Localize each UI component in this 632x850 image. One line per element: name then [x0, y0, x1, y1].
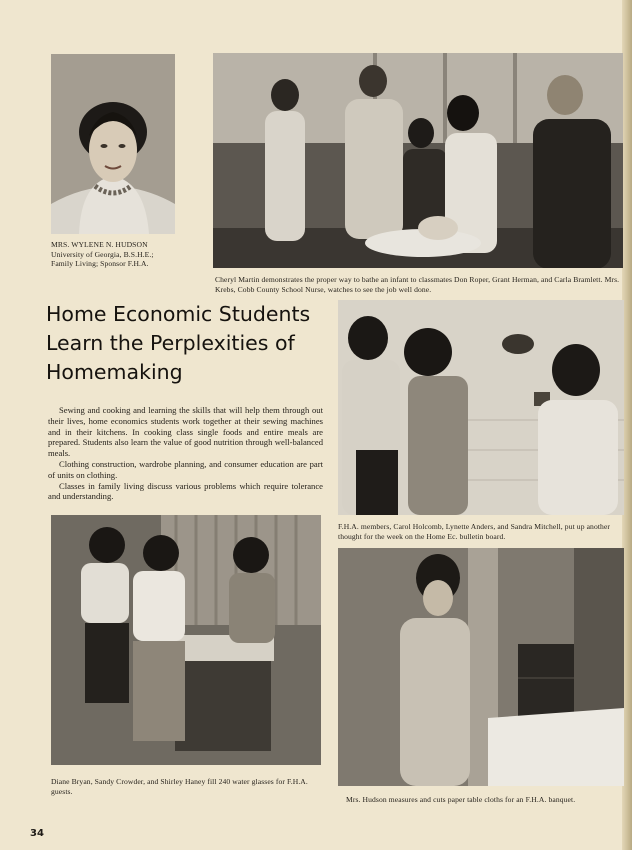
headline-line-1: Home Economic Students — [46, 302, 311, 326]
body-paragraph-1: Sewing and cooking and learning the skills that will help them through out their lives, home economics students work together at their sewing machines and in their kitchens. In cooking class single foods and entire meals are prepared. Students also learn the value of good nutrition through well-balanced meals. — [48, 405, 323, 459]
portrait-photo-hudson — [51, 54, 175, 234]
article-headline — [46, 300, 346, 387]
photo-bulletin-board — [338, 300, 624, 515]
photo-bathing-demonstration — [213, 53, 623, 268]
headline-line-2: Learn the Perplexities of — [46, 331, 295, 355]
portrait-name: MRS. WYLENE N. HUDSON — [51, 240, 148, 249]
photo-water-glasses — [51, 515, 321, 765]
caption-tablecloths: Mrs. Hudson measures and cuts paper table cloths for an F.H.A. banquet. — [346, 795, 576, 804]
page-number: 34 — [30, 828, 44, 839]
photo-table-cloths — [338, 548, 624, 786]
caption-bulletin: F.H.A. members, Carol Holcomb, Lynette Anders, and Sandra Mitchell, put up another thought for the week on the Home Ec. bulletin board. — [338, 522, 611, 541]
caption-bathing: Cheryl Martin demonstrates the proper way to bathe an infant to classmates Don Roper, Grant Herman, and Carla Bramlett. Mrs. Krebs, Cobb County School Nurse, watches to see the job well done. — [215, 275, 620, 294]
headline-line-3: Homemaking — [46, 360, 183, 384]
body-paragraph-3: Classes in family living discuss various problems which require tolerance and understanding. — [48, 480, 323, 502]
caption-glasses: Diane Bryan, Sandy Crowder, and Shirley Haney fill 240 water glasses for F.H.A. guests. — [51, 777, 308, 796]
portrait-degree: University of Georgia, B.S.H.E.; — [51, 249, 154, 259]
article-body — [48, 405, 323, 502]
portrait-caption — [51, 240, 181, 269]
portrait-role: Family Living; Sponsor F.H.A. — [51, 259, 149, 269]
body-paragraph-2: Clothing construction, wardrobe planning, and consumer education are part of units on clothing. — [48, 458, 323, 480]
